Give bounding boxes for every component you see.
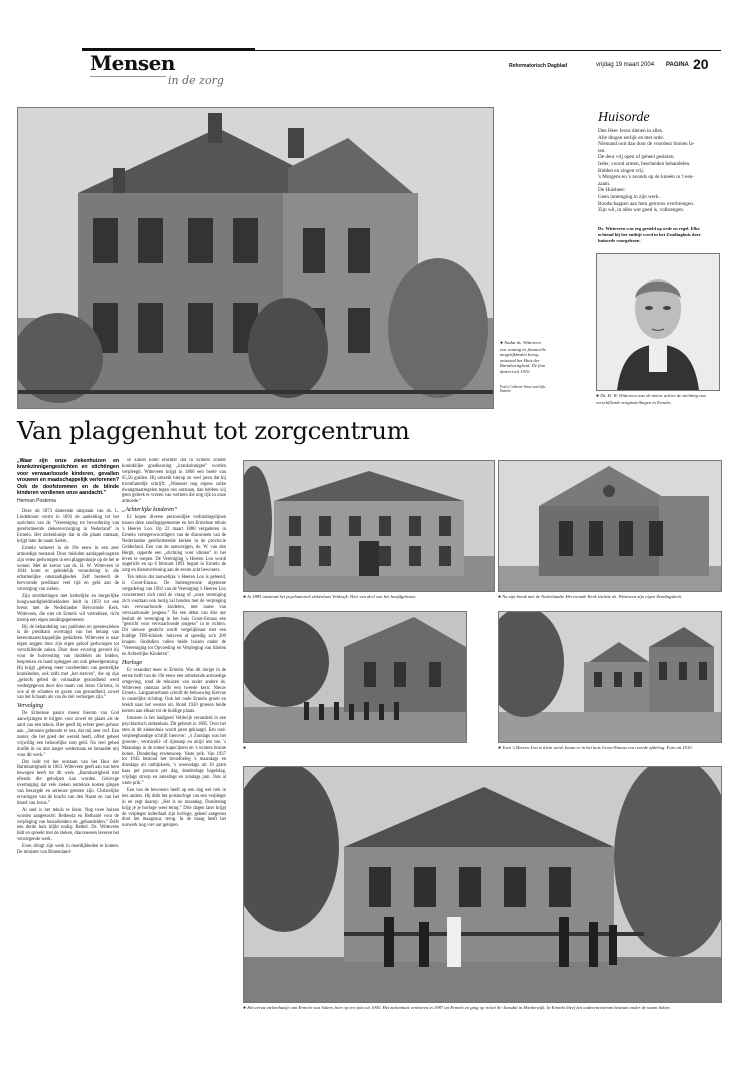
- photo-credit: Foto's Collectie Vasse van Gijk, Ermelo: [500, 385, 546, 394]
- photo-zendingkerk: [498, 460, 722, 592]
- caption-salem: ● Het eerste ziekenhuisje van Ermelo was Salem, hier op een foto uit 1900. Het ziekenhuis verdween in 1987 uit Ermelo en ging op in het St.-Jansdal in Harderwijk. In Ermelo bleef het ouderencentrum bestaan onder de naam Salem.: [243, 1005, 671, 1011]
- main-photo-caption: ● Nadat ds. Witteveen een woning en financiële mogelijkheden kreeg, ontstond het Huis der Barmhartigheid. De foto dateert uit 1910.: [500, 340, 546, 374]
- main-photo-huis-der-barmhartigheid: [17, 107, 494, 409]
- caption-groot-emaus: ● Toen 's Heeren Loo te klein werd, kwam er in het huis Groot-Emaus een tweede afdeling. Foto uit 1910.: [498, 745, 693, 751]
- article-column-2: se Zaken komt erachter dat in Ermelo zonder koninklijke goedkeuring „krankzinnigen” worden verpleegd. Witteveen krijgt in 1866 een boete van 65,56 gulden. Hij omzeilt hierop zo veel jaren dat hij triomfantelijk schrijft: „Wanneer nog ergens zulke dwangmaatregelen tegen ons ontstaan, dan hebben wij geen gebrek te vrezen van werkers die nog rijk in onze armoede.” „Achterlijke kinderen” Er kopen diverse persoonlijke verbindingslijnen tussen deze zendingsgemeente en het Ermelose tehuis 's Heeren Loo. Op 22 maart 1888 vergaderen in Ermelo vertegenwoordigers van de diaconieën van de Nederlandse gereformeerde kerken in de provincie Gelderland. Een van de aanwezigen, ds. W. van den Bergh, opperde een „stichting voor idioten” in het leven te roepen. De Vereniging 's Heeren Loo wordt opgericht en op 6 februari 1891 begint in Ermelo de zorg en dienstverlening aan de eerste acht bewoners. Ten tehuis dat nauwelijks 's Heeren Loo is geleend, is Groot-Emaus. De buitengewone algemene vergadering van 1902 van de Vereniging 's Heeren Loo concentreert zich rond de vraag of „onze vereniging zich voortaan ook bezig zal houden met de verpleging van verwaarloosde kinderen, met name van verwaarloosde jongens.” Na een debat van drie uur besluit de vereniging in het huis Groot-Emaus een "gesticht voor verwaarloosde jongens" in te richten. Dit nieuwe gesticht wordt vergelijkbaar met een huidige TBS-kliniek- huisvest al spoedig zo'n 200 knapen. Sindsdien vallen beide huizen onder de "Vereeniging tot Opvoeding en Verpleging van Idioten en Achterlijke Kinderen". Horloge Er verandert meer in Ermelo. Was dit dorpje in de eerste helft van de 19e eeuw een onbekende armoedige omgeving, rond de tehuizen van onder andere ds. Witteveen ontstaat zelfs een tweede kern: Nieuw Ermelo. Langzamerhand schuift de bebouwing hiervan in oostelijke richting. Ook het oude Ermelo groeit en breidt naar het westen uit. Rond 1920 groeien beide kernen aan elkaar tot de huidige plaats. Intussen is het landgoed Veldwijk veranderd in een psychiatrisch ziekenhuis. Dit gebeurt in 1885. Over het eten in dit ziekenhuis wordt jaren geklaagd. Een oud-verpleeghandige schrijft hierover: „'s Zondags was het groente-, vermicelli- of rijstsoep en altijd iets toe. 's Maandags in de zomer kapucijners en 's winters bruine bonen. Donderdag erwtensoep. Vaste prik. Van 1937 tot 1943 bestond het broodbeleg 's maandags en dinsdags uit ontbijtkoek, 's woensdags uit 20 gram kaas per persoon per dag, donderdags hagelslag, vrijdags stroop en zaterdags en zondags jam. Ook al vaste prik.” Een van de bewoners heeft op een dag wel trek in iets anders. Hij ditkt het polshorloge van een verpleger in en zegt daarop: „Het is nu maandag. Donderdag krijg je je horloge weer terug.” Drie dagen later krijgt de verpleger inderdaad zijn horloge, geheel aangetast door het maagzuur, terug. In de maag heeft het uurwerk nog vier uur gelopen.: [122, 458, 226, 829]
- subheading-achterlijke-kinderen: „Achterlijke kinderen”: [122, 507, 178, 514]
- section-subtitle: in de zorg: [168, 74, 224, 87]
- photo-salem: [243, 766, 722, 1003]
- publication-name: Reformatorisch Dagblad: [509, 63, 568, 69]
- photo-heeren-loo-group: [243, 611, 467, 743]
- sidebar-note: Ds. Witteveen was erg gesteld op orde en regel. Elke ochtend bij het ontbijt werd in het Zendinghuis deze huisorde voorgelezen.: [598, 226, 701, 243]
- page-date: vrijdag 19 maart 2004: [596, 62, 655, 68]
- section-title: Mensen: [90, 51, 175, 75]
- article-lead: „Waar zijn onze ziekenhuizen en krankzinnigengestichten en stichtingen voor verwaarloosde kinderen, gevallen vrouwen en maatschappelijk verlorenen? Ook de doofstommen en de blinde kinderen verdienen onze aandacht.”: [17, 458, 119, 497]
- page-number: 20: [693, 56, 709, 72]
- huisorde-poem: Den Heer Jezus dienen in alles. Alle dingen eerlijk en met orde. Niemand ooit dan door de voordeur binnen la- ten. De deur vrij open of geheel gesloten. Ieder, vooral armen, bescheiden behandelen. Bidden en zingen vrij. 's Morgens en 's avonds op de knieën in 't een- zaam. De Huisheer: Geen inmenging in zijn werk. Boodschappen aan hem getrouw overbrengen. Zijn wil, in alles wat goed is, volbrengen.: [598, 128, 695, 214]
- caption-veldwijk: ● In 1885 ontstond het psychiatrisch ziekenhuis Veldwijk. Hier een deel van het hoofdgebouw.: [243, 594, 417, 600]
- article-column-1: „Waar zijn onze ziekenhuizen en krankzinnigengestichten en stichtingen voor verwaarloosde kinderen, gevallen vrouwen en maatschappelijk verlorenen? Ook de doofstommen en de blinde kinderen verdienen onze aandacht.” Herman Postema Deze uit 1873 daterende uitspraak van ds. L. Lindeboom vormt in 1893 de aanleiding tot het oprichten van de "Vereeniging tot bevordering van gereformeerde ziekenverzorging in Nederland" in Ermelo. Het ziekenhuisje dat in die plaats ontstaat, krijgt later de naam Salem. Ermelo verkeert in de 19e eeuw in een zeer armoedige toestand. Door misluhte aardappeloogsten zijn velen gedwongen in een plaggenhutje op de hei te wonen. Met de komst van ds. H. W. Witteveen in 1844 komt er geleidelijk verandering in die erbarmelijke omstandigheden. Zelf besteedt de hervormde predikant veel tijd en geld aan de verzorging van zieken. Zijn strubbelingen met kerkelijke en burgerlijke hoogwaardigheidsbekleders leidt in 1859 tot een breuk met de Nederlandse Hervormde Kerk. Witteveen, die niet uit Ermelo wil vertrekken, richt hierop een eigen zendingsgemeente. Bij de behandeling van patiënten en geesteszieken is de predikant overtuigd van het belang van heteromaatschappelijke gedachten. Witteveen is naar eigen zeggen door zijn eigen geloof gedwongen tot verschillende zaken. Door deze ervaring gevoelt hij voor de huisvesting van middelen als bidden, bespreken en hand opleggen om ook geheelgenezing. Hij krijgt „geheug meer voorbeelden van geestelijke krankheden, ook zelfs met „het sterven”, die op zijn „geloofs gebed de volmaakte gezondheid werd wedergegeven door den naam van Jezus Christus, in wie al de schatten en gaven van gezondheid, zowel van het lichaam als van de ziel verborgen zijn.” Vervolging De Ermelose pastor moest hierom van God aanwijzingen te krijgen voor zowel de plaats als de aard van een tehuis. Hier geeft hij echter geen gehoor aan. „Intussen gebeurde er iets, dat mij zeer trof. Een zuster, die het goed der wereld heeft, offert geheel vrijwillig een behoorlijke som geld. Na veel gebed durfde ik nu niet langer wederstaan en beraadde mij voor dit werk.” Dat leidt tot het ontstaan van het Huis der Barmhartigheid in 1863. Witteveen geeft aan wat hem bewogen heeft tot dit werk. „Barmhartigheid met ellende die geholpen kan worden. Gelovige overtuiging dat vele zieken nutteloze kosten gingen van bezorgde en serieuze geesten zijn. Christelijke ervaringen van de kracht van den Naam en van het bloed van Jezus.” Al snel is het tehuis te klein. Nog twee huizen worden aangekocht: Bethesda en Bethanië voor de verpleging van huisarbeiders en „gehandelden.” Zelfs een derde huis blijkt nodig: Bethel. Ds. Witteveen bidt en spreekt met de zieken, diaconessen leveren het verzorgende werk. Even dringt zijn werk in moeilijkheden te komen. De minister van Binnenland-: [17, 458, 119, 856]
- page-label: PAGINA: [666, 62, 689, 68]
- subheading-horloge: Horloge: [122, 659, 142, 666]
- photo-veldwijk: [243, 460, 495, 592]
- caption-heeren-loo: ●: [243, 746, 247, 751]
- photo-groot-emaus: [498, 611, 722, 743]
- article-headline: Van plaggenhut tot zorgcentrum: [17, 416, 410, 445]
- caption-zendingkerk: ● Na zijn breuk met de Nederlandse Hervormde Kerk stichtte ds. Witteveen zijn eigen Zendingskerk.: [498, 594, 683, 600]
- sidebar-title: Huisorde: [598, 110, 650, 125]
- huisorde-sidebar: [593, 106, 720, 252]
- portrait-caption: ● Ds. H. W. Witteveen was de motor achter de stichting van verschillende zorginstellingen in Ermelo.: [596, 393, 706, 405]
- article-byline: Herman Postema: [17, 498, 56, 505]
- subheading-vervolging: Vervolging: [17, 703, 43, 710]
- portrait-witteveen: [596, 253, 720, 391]
